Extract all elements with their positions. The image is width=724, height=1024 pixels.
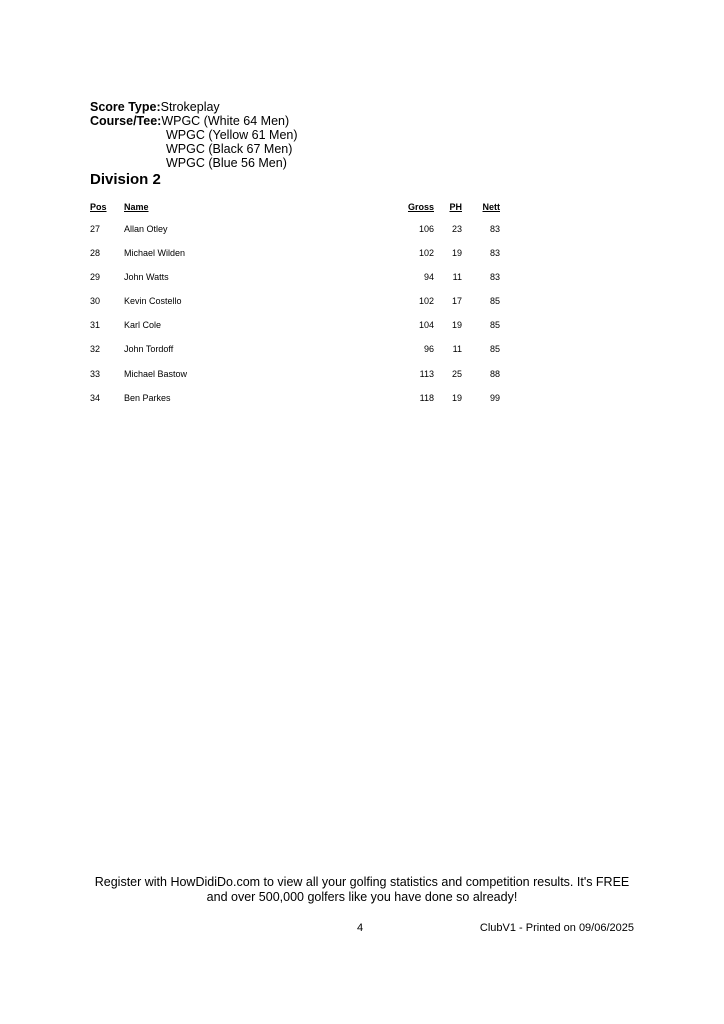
report-header (90, 100, 298, 170)
column-header-pos: Pos (90, 202, 107, 212)
cell-pos: 33 (90, 369, 101, 379)
score-type-row (90, 100, 298, 114)
cell-nett: 85 (489, 296, 500, 306)
table-row (0, 272, 724, 286)
column-header-nett: Nett (482, 202, 500, 212)
cell-ph: 17 (451, 296, 462, 306)
cell-gross: 104 (418, 320, 434, 330)
cell-name: Karl Cole (124, 320, 162, 330)
cell-nett: 85 (489, 320, 500, 330)
cell-ph: 25 (451, 369, 462, 379)
division-title: Division 2 (90, 171, 161, 188)
cell-gross: 102 (418, 296, 434, 306)
cell-gross: 113 (419, 369, 434, 379)
table-row (0, 248, 724, 262)
cell-ph: 19 (451, 320, 462, 330)
course-tee-row (90, 114, 298, 128)
tee-item: WPGC (Yellow 61 Men) (166, 128, 298, 142)
cell-nett: 88 (489, 369, 500, 379)
cell-name: Ben Parkes (124, 393, 171, 403)
cell-name: Allan Otley (124, 224, 168, 234)
column-header-ph: PH (449, 202, 462, 212)
cell-gross: 96 (423, 344, 434, 354)
cell-pos: 27 (90, 224, 101, 234)
cell-name: John Watts (124, 272, 169, 282)
tee-item: WPGC (Black 67 Men) (166, 142, 293, 156)
cell-nett: 83 (489, 248, 500, 258)
cell-nett: 85 (489, 344, 500, 354)
footer-message (0, 875, 724, 905)
cell-nett: 99 (489, 393, 500, 403)
cell-ph: 11 (452, 272, 462, 282)
cell-name: Kevin Costello (124, 296, 182, 306)
printed-info: ClubV1 - Printed on 09/06/2025 (479, 922, 634, 934)
cell-gross: 118 (419, 393, 434, 403)
table-row (0, 296, 724, 310)
cell-ph: 19 (451, 248, 462, 258)
table-row (0, 369, 724, 383)
table-row (0, 320, 724, 334)
table-row (0, 224, 724, 238)
cell-ph: 19 (451, 393, 462, 403)
cell-gross: 94 (423, 272, 434, 282)
cell-pos: 29 (90, 272, 101, 282)
cell-ph: 11 (452, 344, 462, 354)
tee-item: WPGC (Blue 56 Men) (166, 156, 287, 170)
table-row (0, 393, 724, 407)
column-header-gross: Gross (407, 202, 434, 212)
course-tee-label: Course/Tee: (90, 114, 162, 128)
cell-ph: 23 (451, 224, 462, 234)
score-type-label: Score Type: (90, 100, 161, 114)
cell-nett: 83 (489, 272, 500, 282)
footer-message-line: Register with HowDidiDo.com to view all your golfing statistics and competition results. It's FREE (94, 875, 630, 889)
cell-pos: 32 (90, 344, 101, 354)
cell-pos: 30 (90, 296, 101, 306)
score-type-value: Strokeplay (160, 100, 220, 114)
cell-gross: 102 (418, 248, 434, 258)
cell-name: Michael Wilden (124, 248, 186, 258)
cell-nett: 83 (489, 224, 500, 234)
cell-pos: 28 (90, 248, 101, 258)
cell-gross: 106 (418, 224, 434, 234)
cell-name: John Tordoff (124, 344, 174, 354)
page-number: 4 (357, 922, 364, 934)
tee-item: WPGC (White 64 Men) (161, 114, 290, 128)
column-header-name: Name (124, 202, 149, 212)
cell-pos: 31 (90, 320, 101, 330)
cell-pos: 34 (90, 393, 101, 403)
footer-message-line: and over 500,000 golfers like you have done so already! (206, 890, 518, 904)
cell-name: Michael Bastow (124, 369, 188, 379)
table-row (0, 344, 724, 358)
